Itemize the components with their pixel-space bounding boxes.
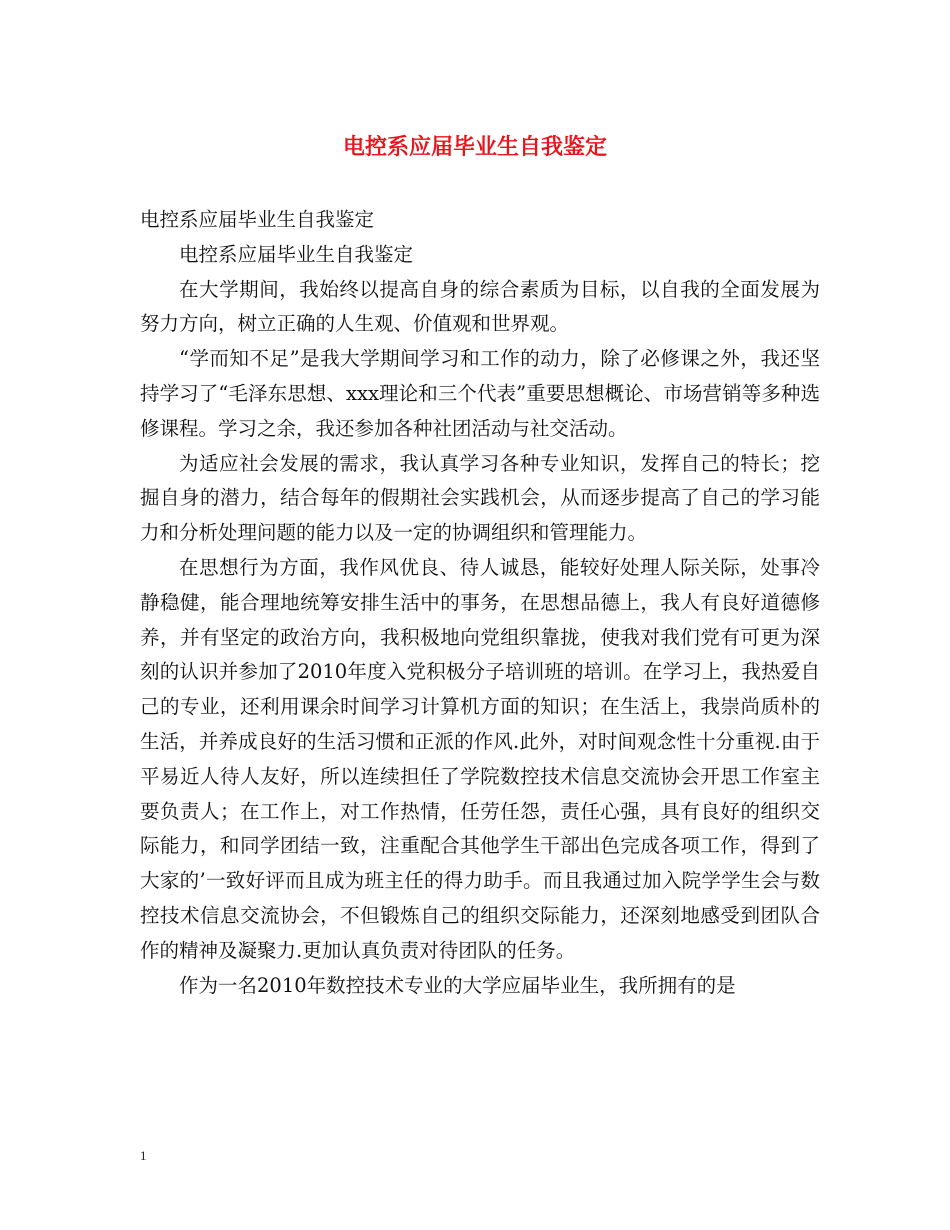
paragraph-heading: 电控系应届毕业生自我鉴定 xyxy=(140,208,375,231)
paragraph: 在大学期间，我始终以提高自身的综合素质为目标，以自我的全面发展为努力方向，树立正确的人生观、价值观和世界观。 xyxy=(140,277,820,336)
document-body xyxy=(140,203,820,1003)
paragraph: 作为一名2010年数控技术专业的大学应届毕业生，我所拥有的是 xyxy=(179,973,736,997)
paragraph: 在思想行为方面，我作风优良、待人诚恳，能较好处理人际关际，处事冷静稳健，能合理地统筹安排生活中的事务，在思想品德上，我人有良好道德修养，并有坚定的政治方向，我积极地向党组织靠拢，使我对我们党有可更为深刻的认识并参加了2010年度入党积极分子培训班的培训。在学习上，我热爱自己的专业，还利用课余时间学习计算机方面的知识；在生活上，我崇尚质朴的生活，并养成良好的生活习惯和正派的作风.此外，对时间观念性十分重视.由于平易近人待人友好，所以连续担任了学院数控技术信息交流协会开思工作室主要负责人；在工作上，对工作热情，任劳任怨，责任心强，具有良好的组织交际能力，和同学团结一致，注重配合其他学生干部出色完成各项工作，得到了大家的’一致好评而且成为班主任的得力助手。而且我通过加入院学学生会与数控技术信息交流协会，不但锻炼自己的组织交际能力，还深刻地感受到团队合作的精神及凝聚力.更加认真负责对待团队的任务。 xyxy=(140,555,820,962)
page-number: 1 xyxy=(140,1148,147,1163)
paragraph: “学而知不足”是我大学期间学习和工作的动力，除了必修课之外，我还坚持学习了“毛泽东思想、xxx理论和三个代表”重要思想概论、市场营销等多种选修课程。学习之余，我还参加各种社团活动与社交活动。 xyxy=(140,347,820,440)
paragraph: 为适应社会发展的需求，我认真学习各种专业知识，发挥自己的特长；挖掘自身的潜力，结合每年的假期社会实践机会，从而逐步提高了自己的学习能力和分析处理问题的能力以及一定的协调组织和管理能力。 xyxy=(140,451,820,545)
paragraph-subheading: 电控系应届毕业生自我鉴定 xyxy=(179,242,414,266)
document-title: 电控系应届毕业生自我鉴定 xyxy=(342,134,607,160)
